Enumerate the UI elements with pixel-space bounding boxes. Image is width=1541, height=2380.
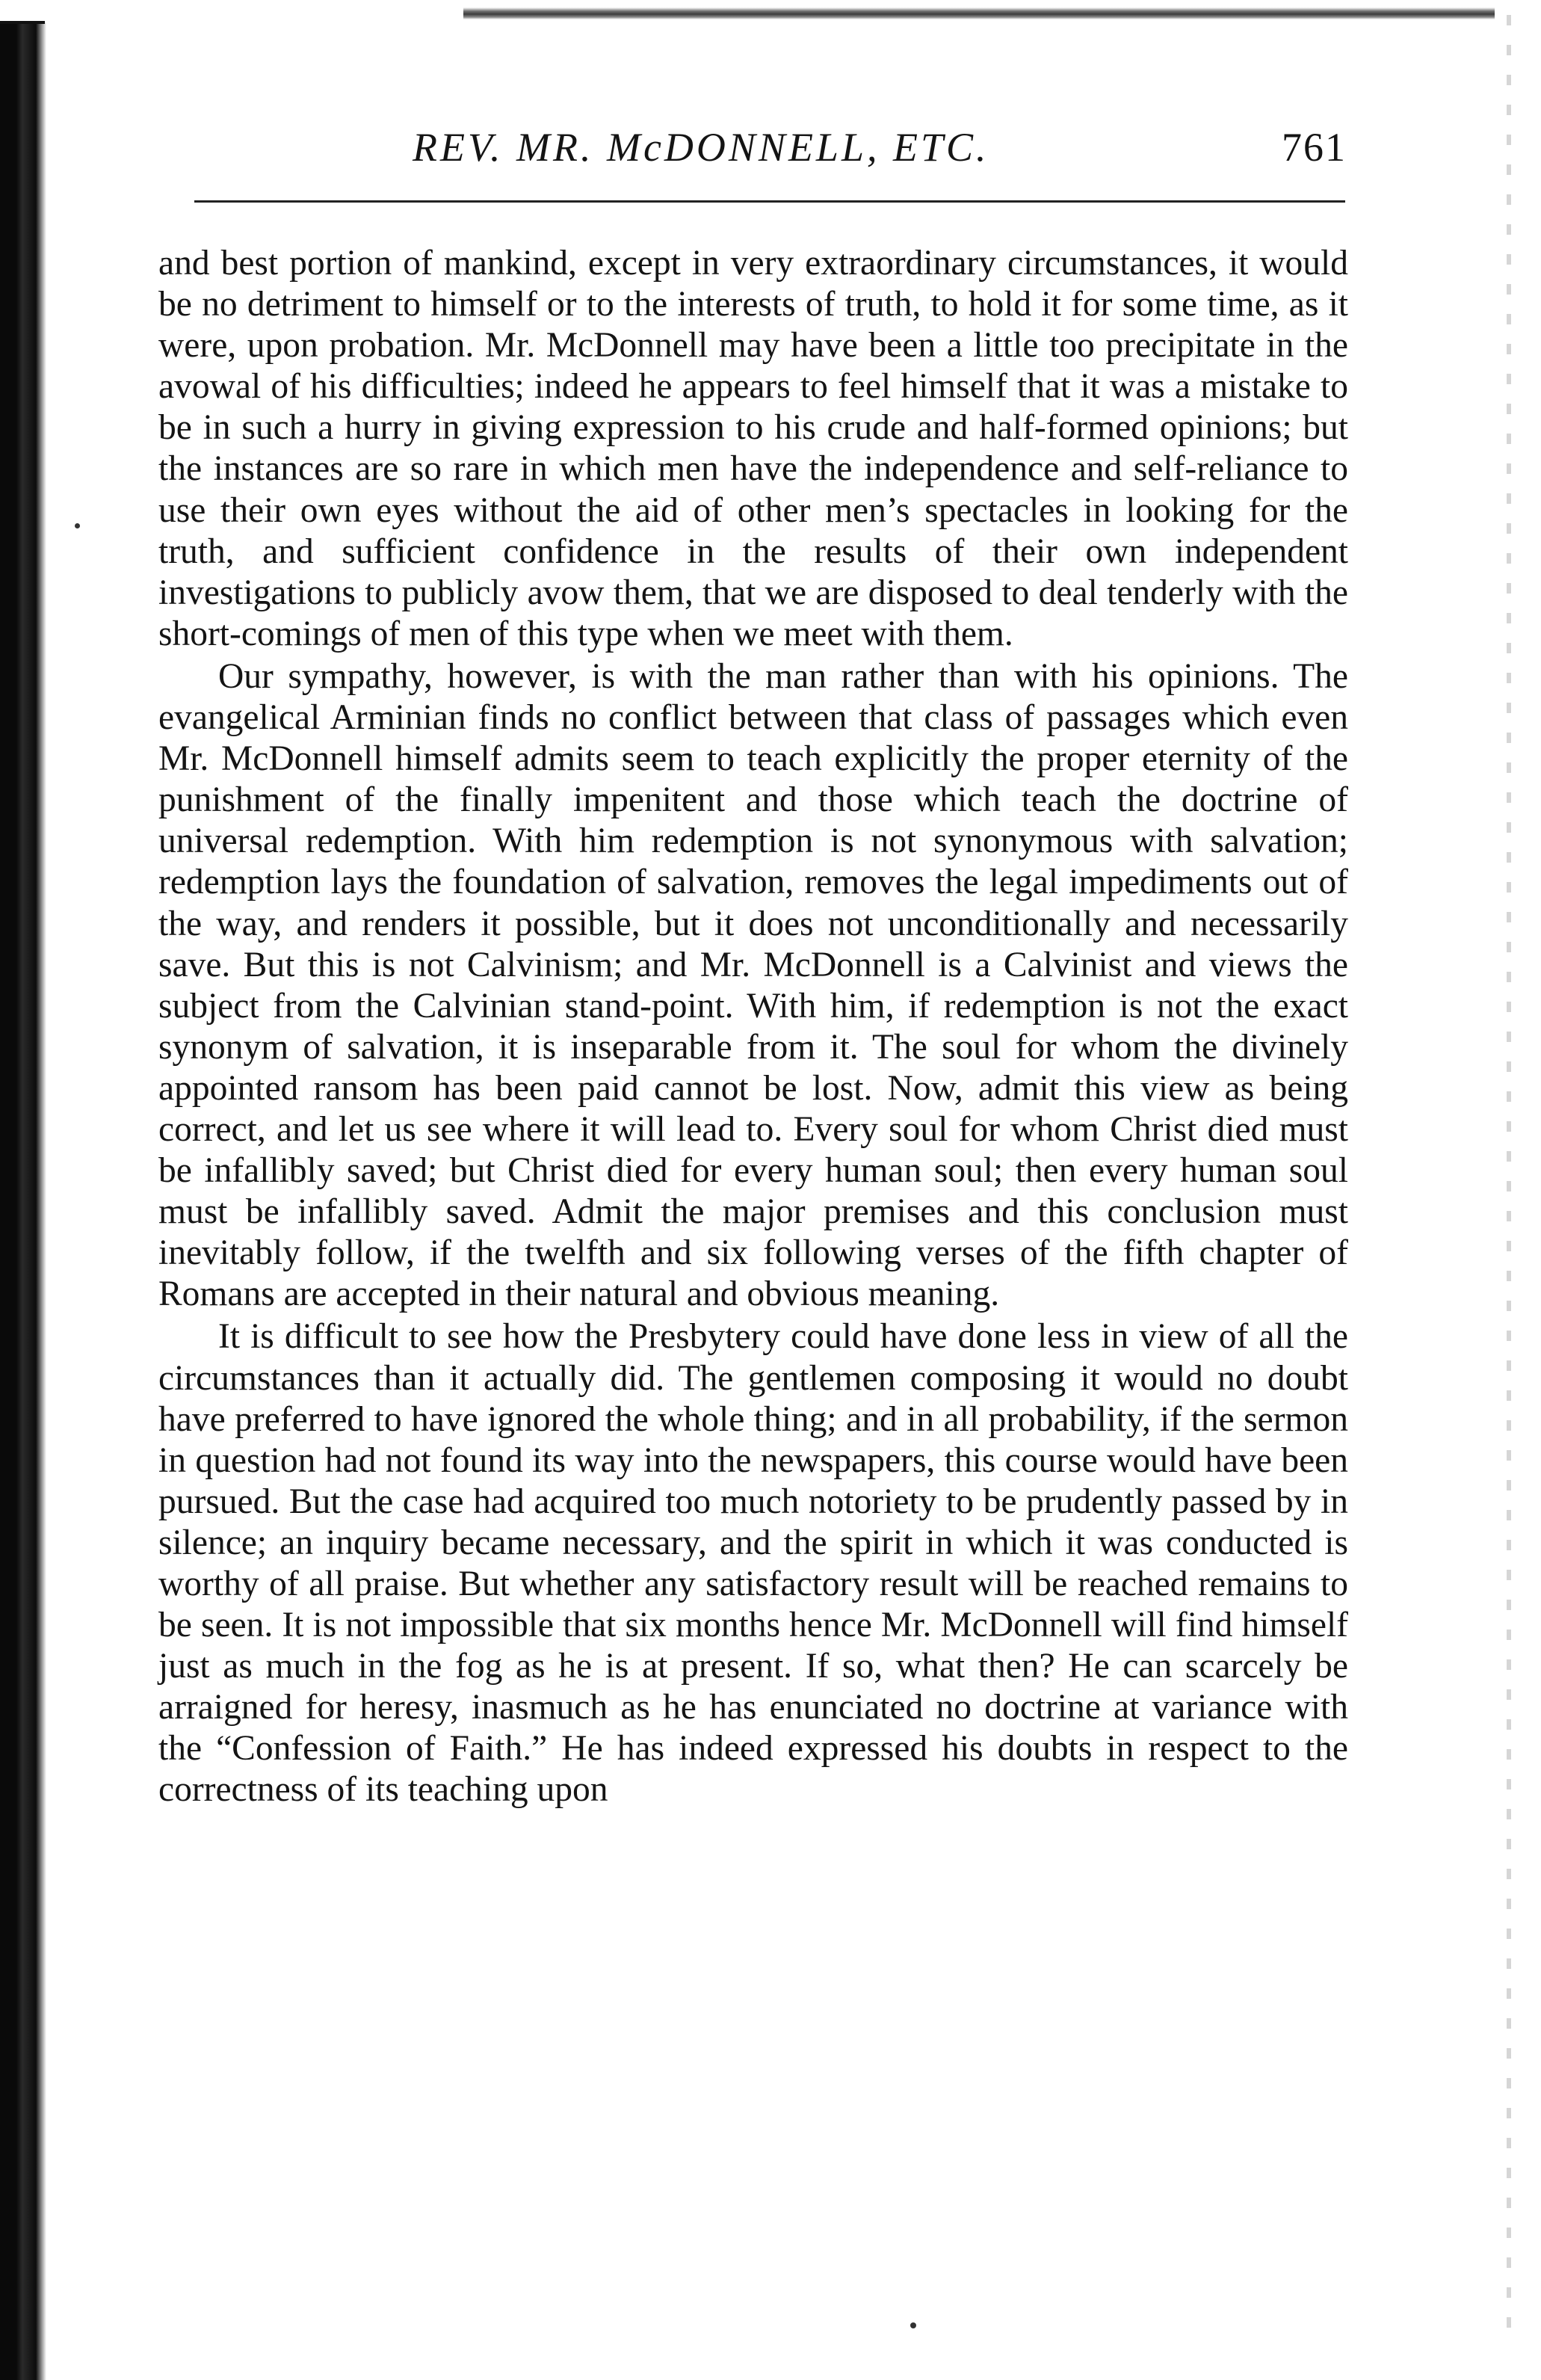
paragraph-1: and best portion of mankind, except in very extraordinary circumstances, it would be no detriment to himself or to the interests of truth, to hold it for some time, as it were, upon probation. Mr. McDonnell may have been a little too precipitate in the avowal of his difficulties; indeed he appears to feel himself that it was a mistake to be in such a hurry in giving expression to his crude and half-formed opinions; but the instances are so rare in which men have the independence and self-reliance to use their own eyes without the aid of other men’s spectacles in looking for the truth, and sufficient confidence in the results of their own independent investigations to publicly avow them, that we are disposed to deal tenderly with the short-comings of men of this type when we meet with them. (158, 244, 1348, 653)
top-scan-edge (463, 7, 1495, 19)
margin-speck (75, 523, 80, 528)
binding-edge-shadow (0, 22, 46, 2380)
page-header (158, 118, 1347, 185)
binding-edge-tick (0, 21, 45, 24)
paragraph-2: Our sympathy, however, is with the man rather than with his opinions. The evangelical Arminian finds no conflict between that class of passages which even Mr. McDonnell himself admits seem to teach explicitly the proper eternity of the punishment of the finally impenitent and those which teach the doctrine of universal redemption. With him redemption is not synonymous with salvation; redemption lays the foundation of salvation, removes the legal impediments out of the way, and renders it possible, but it does not unconditionally and necessarily save. But this is not Calvinism; and Mr. McDonnell is a Calvinist and views the subject from the Calvinian stand-point. With him, if redemption is not the exact synonym of salvation, it is inseparable from it. The soul for whom the divinely appointed ransom has been paid cannot be lost. Now, admit this view as being correct, and let us see where it will lead to. Every soul for whom Christ died must be infallibly saved; but Christ died for every human soul; then every human soul must be infallibly saved. Admit the major premises and this conclusion must inevitably follow, if the twelfth and six following verses of the fifth chapter of Romans are accepted in their natural and obvious meaning. (158, 656, 1348, 1314)
right-scan-edge (1507, 15, 1511, 2332)
paragraph-3: It is difficult to see how the Presbytery could have done less in view of all the circumstances than it actually did. The gentlemen composing it would no doubt have preferred to have ignored the whole thing; and in all probability, if the sermon in question had not found its way into the newspapers, this course would have been pursued. But the case had acquired too much notoriety to be prudently passed by in silence; an inquiry became necessary, and the spirit in which it was conducted is worthy of all praise. But whether any satisfactory result will be reached remains to be seen. It is not impossible that six months hence Mr. McDonnell will find himself just as much in the fog as he is at present. If so, what then? He can scarcely be arraigned for heresy, inasmuch as he has enunciated no doctrine at variance with the “Confession of Faith.” He has indeed expressed his doubts in respect to the correctness of its teaching upon (158, 1317, 1348, 1810)
bottom-speck (910, 2322, 916, 2328)
running-head: REV. MR. McDONNELL, ETC. (413, 125, 989, 170)
header-rule (194, 200, 1345, 203)
body-text (158, 243, 1348, 1813)
page-number: 761 (1282, 125, 1347, 170)
